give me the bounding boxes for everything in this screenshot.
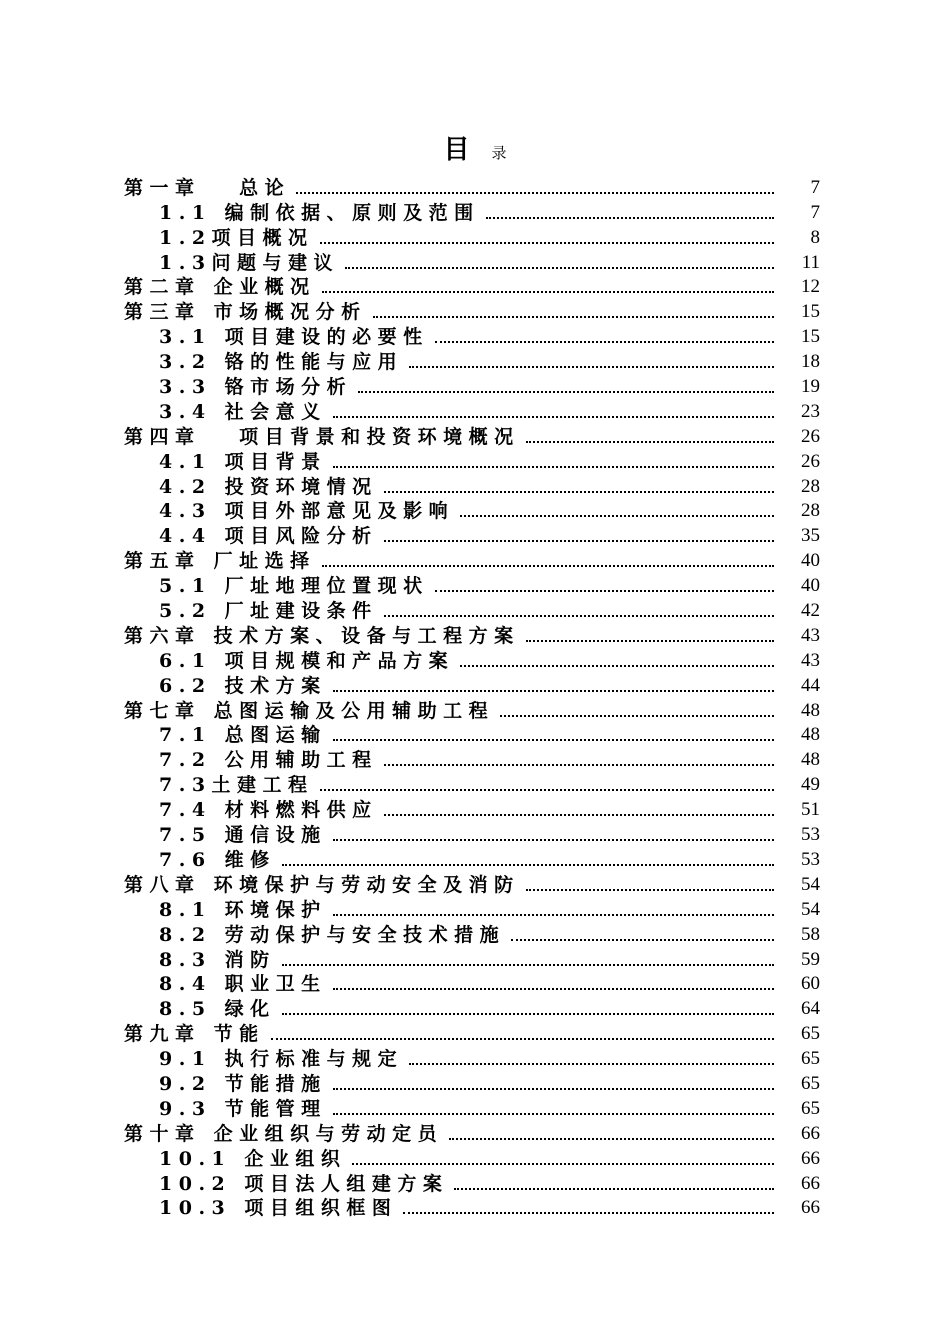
toc-entry-page: 15 [801, 301, 820, 323]
toc-entry-label: 5.2 厂址建设条件 [159, 600, 378, 623]
toc-section-entry[interactable] [124, 1145, 820, 1170]
toc-entry-page: 40 [801, 550, 820, 572]
toc-chapter-entry[interactable] [124, 1020, 820, 1045]
toc-dot-leader [384, 813, 774, 816]
toc-dot-leader [322, 564, 774, 567]
toc-entry-label: 7.3土建工程 [159, 774, 314, 797]
toc-section-entry[interactable] [124, 1195, 820, 1220]
toc-dot-leader [384, 490, 774, 493]
toc-entry-page: 65 [801, 1097, 820, 1119]
toc-section-entry[interactable] [124, 921, 820, 946]
toc-entry-label: 3.3 铬市场分析 [159, 376, 353, 399]
toc-entry-page: 28 [801, 500, 820, 522]
toc-entry-label: 第十章 企业组织与劳动定员 [124, 1122, 444, 1145]
toc-entry-page: 59 [801, 948, 820, 970]
toc-dot-leader [454, 1187, 774, 1190]
toc-entry-page: 65 [801, 1072, 820, 1094]
toc-chapter-entry[interactable] [124, 174, 820, 199]
toc-entry-label: 4.3 项目外部意见及影响 [159, 500, 455, 523]
toc-entry-page: 65 [801, 1048, 820, 1070]
toc-entry-label: 9.2 节能措施 [159, 1072, 327, 1095]
toc-section-entry[interactable] [124, 796, 820, 821]
toc-dot-leader [384, 539, 774, 542]
toc-section-entry[interactable] [124, 672, 820, 697]
toc-entry-page: 26 [801, 425, 820, 447]
toc-chapter-entry[interactable] [124, 871, 820, 896]
toc-entry-page: 18 [801, 351, 820, 373]
toc-chapter-entry[interactable] [124, 547, 820, 572]
toc-entry-label: 7.6 维修 [159, 848, 276, 871]
toc-entry-label: 5.1 厂址地理位置现状 [159, 575, 429, 598]
toc-dot-leader [526, 639, 774, 642]
toc-dot-leader [460, 664, 774, 667]
toc-entry-label: 10.3 项目组织框图 [159, 1197, 398, 1220]
toc-entry-page: 35 [801, 525, 820, 547]
toc-section-entry[interactable] [124, 971, 820, 996]
toc-entry-label: 第七章 总图运输及公用辅助工程 [124, 699, 495, 722]
toc-dot-leader [333, 1087, 774, 1090]
toc-dot-leader [435, 589, 774, 592]
toc-entry-page: 58 [801, 923, 820, 945]
toc-entry-page: 66 [801, 1172, 820, 1194]
toc-entry-label: 1.3问题与建议 [159, 251, 340, 274]
toc-entry-label: 10.1 企业组织 [159, 1147, 347, 1170]
toc-entry-label: 第二章 企业概况 [124, 276, 316, 299]
toc-entry-page: 65 [801, 1023, 820, 1045]
toc-dot-leader [320, 241, 774, 244]
toc-entry-label: 3.1 项目建设的必要性 [159, 326, 429, 349]
toc-section-entry[interactable] [124, 597, 820, 622]
toc-dot-leader [296, 191, 774, 194]
toc-entry-page: 53 [801, 824, 820, 846]
toc-dot-leader [384, 763, 774, 766]
toc-dot-leader [409, 1062, 774, 1065]
toc-title [0, 134, 950, 169]
toc-entry-label: 7.2 公用辅助工程 [159, 749, 378, 772]
toc-dot-leader [409, 365, 774, 368]
toc-dot-leader [358, 390, 774, 393]
toc-entry-label: 第三章 市场概况分析 [124, 301, 367, 324]
toc-title-main: 目 [443, 135, 470, 165]
toc-entry-page: 66 [801, 1197, 820, 1219]
toc-entry-page: 8 [810, 226, 820, 248]
toc-dot-leader [449, 1137, 774, 1140]
toc-section-entry[interactable] [124, 1170, 820, 1195]
toc-section-entry[interactable] [124, 1045, 820, 1070]
toc-entry-label: 4.4 项目风险分析 [159, 525, 378, 548]
toc-dot-leader [333, 913, 774, 916]
toc-chapter-entry[interactable] [124, 622, 820, 647]
toc-chapter-entry[interactable] [124, 1120, 820, 1145]
toc-entry-label: 第四章 项目背景和投资环境概况 [124, 425, 520, 448]
toc-entry-label: 第八章 环境保护与劳动安全及消防 [124, 873, 520, 896]
toc-dot-leader [511, 938, 774, 941]
toc-entry-label: 3.4 社会意义 [159, 400, 327, 423]
toc-entry-label: 7.1 总图运输 [159, 724, 327, 747]
toc-dot-leader [333, 1112, 774, 1115]
toc-dot-leader [333, 689, 774, 692]
toc-entry-page: 48 [801, 724, 820, 746]
toc-entry-label: 第一章 总论 [124, 176, 291, 199]
toc-entry-label: 第九章 节能 [124, 1023, 265, 1046]
toc-section-entry[interactable] [124, 498, 820, 523]
toc-chapter-entry[interactable] [124, 423, 820, 448]
toc-entry-page: 43 [801, 649, 820, 671]
toc-entry-label: 9.1 执行标准与规定 [159, 1048, 404, 1071]
toc-section-entry[interactable] [124, 572, 820, 597]
toc-dot-leader [486, 216, 774, 219]
toc-section-entry[interactable] [124, 1070, 820, 1095]
toc-entry-label: 3.2 铬的性能与应用 [159, 351, 404, 374]
toc-entry-label: 10.2 项目法人组建方案 [159, 1172, 449, 1195]
toc-dot-leader [403, 1211, 774, 1214]
toc-entry-label: 9.3 节能管理 [159, 1097, 327, 1120]
toc-entry-page: 23 [801, 400, 820, 422]
toc-title-suffix: 录 [491, 144, 507, 162]
toc-section-entry[interactable] [124, 249, 820, 274]
toc-section-entry[interactable] [124, 473, 820, 498]
toc-entry-page: 48 [801, 749, 820, 771]
toc-entry-page: 40 [801, 575, 820, 597]
toc-dot-leader [333, 415, 774, 418]
toc-section-entry[interactable] [124, 398, 820, 423]
toc-dot-leader [352, 1162, 774, 1165]
toc-section-entry[interactable] [124, 323, 820, 348]
toc-section-entry[interactable] [124, 448, 820, 473]
toc-entry-label: 8.5 绿化 [159, 998, 276, 1021]
toc-entry-page: 54 [801, 873, 820, 895]
toc-entry-page: 44 [801, 674, 820, 696]
toc-dot-leader [333, 738, 774, 741]
toc-entry-page: 66 [801, 1147, 820, 1169]
toc-entry-label: 8.3 消防 [159, 948, 276, 971]
toc-entry-page: 15 [801, 326, 820, 348]
toc-entry-page: 49 [801, 774, 820, 796]
toc-dot-leader [526, 440, 774, 443]
toc-entry-label: 第五章 厂址选择 [124, 550, 316, 573]
toc-entry-label: 第六章 技术方案、设备与工程方案 [124, 624, 520, 647]
toc-section-entry[interactable] [124, 722, 820, 747]
toc-entry-page: 51 [801, 799, 820, 821]
toc-dot-leader [460, 514, 774, 517]
toc-entry-label: 8.2 劳动保护与安全技术措施 [159, 923, 506, 946]
toc-section-entry[interactable] [124, 846, 820, 871]
toc-entry-page: 7 [810, 176, 820, 198]
toc-section-entry[interactable] [124, 1095, 820, 1120]
toc-entry-page: 66 [801, 1122, 820, 1144]
toc-entry-page: 26 [801, 450, 820, 472]
toc-section-entry[interactable] [124, 896, 820, 921]
toc-section-entry[interactable] [124, 995, 820, 1020]
toc-section-entry[interactable] [124, 746, 820, 771]
toc-section-entry[interactable] [124, 199, 820, 224]
toc-entry-page: 43 [801, 624, 820, 646]
toc-entry-page: 60 [801, 973, 820, 995]
toc-entry-page: 19 [801, 376, 820, 398]
toc-dot-leader [526, 888, 774, 891]
toc-dot-leader [282, 1012, 774, 1015]
toc-entry-page: 42 [801, 600, 820, 622]
toc-entry-label: 6.2 技术方案 [159, 674, 327, 697]
toc-chapter-entry[interactable] [124, 697, 820, 722]
toc-entry-label: 8.1 环境保护 [159, 898, 327, 921]
toc-dot-leader [373, 315, 774, 318]
toc-dot-leader [282, 863, 774, 866]
toc-entry-page: 7 [810, 201, 820, 223]
toc-entry-page: 53 [801, 848, 820, 870]
toc-entry-label: 4.2 投资环境情况 [159, 475, 378, 498]
toc-entry-page: 54 [801, 898, 820, 920]
toc-dot-leader [384, 614, 774, 617]
toc-dot-leader [282, 963, 774, 966]
toc-entry-label: 7.4 材料燃料供应 [159, 799, 378, 822]
toc-entry-page: 48 [801, 699, 820, 721]
toc-entry-page: 12 [801, 276, 820, 298]
toc-section-entry[interactable] [124, 771, 820, 796]
toc-dot-leader [333, 838, 774, 841]
toc-entry-label: 8.4 职业卫生 [159, 973, 327, 996]
toc-entry-label: 7.5 通信设施 [159, 824, 327, 847]
toc-section-entry[interactable] [124, 647, 820, 672]
toc-dot-leader [345, 266, 774, 269]
toc-dot-leader [333, 987, 774, 990]
toc-entry-label: 1.1 编制依据、原则及范围 [159, 201, 480, 224]
toc-entry-label: 4.1 项目背景 [159, 450, 327, 473]
toc-chapter-entry[interactable] [124, 274, 820, 299]
toc-section-entry[interactable] [124, 348, 820, 373]
toc-entry-page: 64 [801, 998, 820, 1020]
table-of-contents [124, 174, 820, 1219]
toc-section-entry[interactable] [124, 224, 820, 249]
toc-dot-leader [500, 714, 774, 717]
toc-entry-label: 1.2项目概况 [159, 226, 314, 249]
toc-entry-page: 11 [801, 251, 820, 273]
toc-section-entry[interactable] [124, 522, 820, 547]
toc-entry-label: 6.1 项目规模和产品方案 [159, 649, 455, 672]
toc-section-entry[interactable] [124, 821, 820, 846]
toc-section-entry[interactable] [124, 373, 820, 398]
toc-entry-page: 28 [801, 475, 820, 497]
toc-dot-leader [322, 290, 774, 293]
toc-section-entry[interactable] [124, 946, 820, 971]
toc-chapter-entry[interactable] [124, 298, 820, 323]
toc-dot-leader [271, 1037, 774, 1040]
toc-dot-leader [333, 465, 774, 468]
toc-dot-leader [435, 340, 774, 343]
toc-dot-leader [320, 788, 774, 791]
